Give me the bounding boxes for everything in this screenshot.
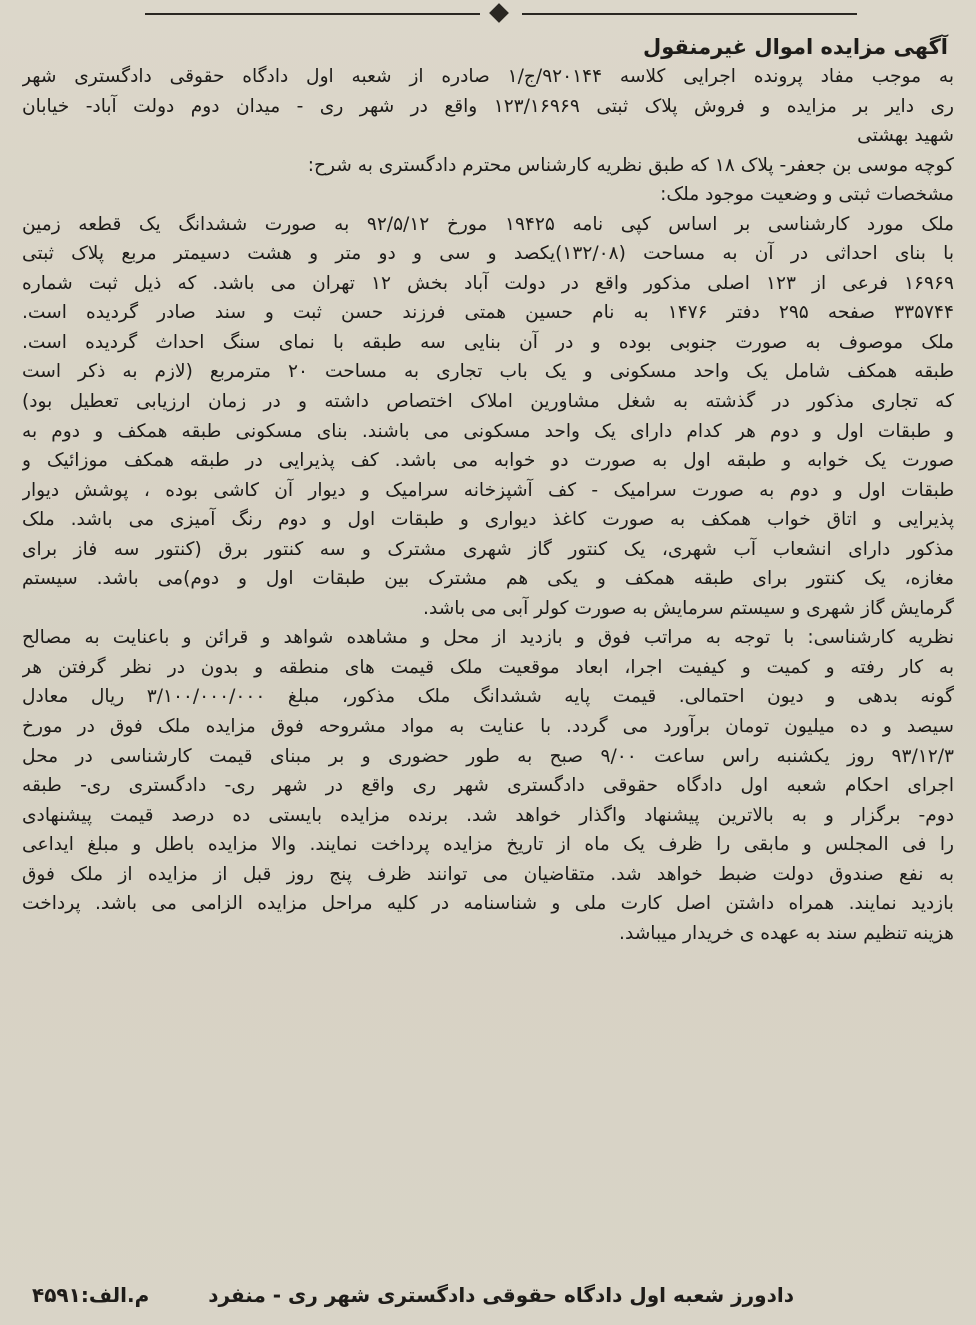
- notice-line: اجرای احکام شعبه اول دادگاه حقوقی دادگستری شهر ری واقع در شهر ری- دادگستری ری- طبقه: [22, 775, 954, 797]
- notice-line: ۹۳/۱۲/۳ روز یکشنبه راس ساعت ۹/۰۰ صبح به طور حضوری و بر مبنای قیمت کارشناسی در محل: [22, 745, 954, 767]
- notice-line: ری دایر بر مزایده و فروش پلاک ثبتی ۱۲۳/۱۶۹۶۹ واقع در شهر ری - میدان دوم دولت آباد- خیابان: [22, 95, 954, 117]
- notice-line: به کار رفته و کمیت و کیفیت اجرا، ابعاد موقعیت ملک قیمت های منطقه و بدون در نظر گرفتن هر: [22, 656, 954, 678]
- top-ornament-divider: [0, 6, 976, 22]
- notice-line: مشخصات ثبتی و وضعیت موجود ملک:: [660, 184, 954, 206]
- divider-line-left: [145, 13, 480, 15]
- notice-code: م.الف:۴۵۹۱: [32, 1283, 150, 1307]
- notice-line: با بنای احداثی در آن به مساحت (۱۳۲/۰۸)یکصد و سی و دو متر و هشت دسیمتر مربع پلاک ثبتی: [22, 243, 954, 265]
- divider-line-right: [522, 13, 857, 15]
- notice-line: مذکور دارای انشعاب آب شهری، یک کنتور گاز شهری مشترک و سه کنتور برق (کنتور سه فاز برای: [22, 538, 954, 560]
- notice-line: دوم- برگزار و به بالاترین پیشنهاد واگذار خواهد شد. برنده مزایده بایستی ده درصد قیمت پیشنهادی: [22, 804, 954, 826]
- notice-line: طبقات اول و دوم به صورت سرامیک - کف آشپزخانه سرامیک و دیوار آن کاشی بوده ، پوشش دیوار: [22, 479, 954, 501]
- notice-line: مغازه، یک کنتور برای طبقه همکف و یکی هم مشترک بین طبقات اول و دوم)می باشد. سیستم: [22, 568, 954, 590]
- notice-line: به موجب مفاد پرونده اجرایی کلاسه ۹۲۰۱۴۴/ج/۱ صادره از شعبه اول دادگاه حقوقی دادگستری شهر: [22, 66, 954, 87]
- notice-title: آگهی مزایده اموال غیرمنقول: [643, 35, 948, 59]
- notice-line: ۱۶۹۶۹ فرعی از ۱۲۳ اصلی مذکور واقع در دولت آباد بخش ۱۲ تهران می باشد. که ذیل ثبت شماره: [22, 272, 954, 294]
- notice-footer: [22, 1278, 954, 1312]
- notice-line: ملک مورد کارشناسی بر اساس کپی نامه ۱۹۴۲۵ مورخ ۹۲/۵/۱۲ به صورت ششدانگ یک قطعه زمین: [22, 213, 954, 235]
- notice-body: [22, 62, 954, 948]
- notice-line: شهید بهشتی: [857, 125, 954, 147]
- notice-line: نظریه کارشناسی: با توجه به مراتب فوق و بازدید از محل و مشاهده شواهد و قرائن و باعنایت به مصالح: [22, 627, 954, 649]
- notice-line: گونه بدهی و دیون احتمالی. قیمت پایه ششدانگ ملک مذکور، مبلغ ۳/۱۰۰/۰۰۰/۰۰۰ ریال معادل: [22, 686, 954, 708]
- notice-line: بازدید نمایند. همراه داشتن اصل کارت ملی و شناسنامه در کلیه مراحل مزایده الزامی می باشد. پرداخت: [22, 893, 954, 915]
- notice-line: سیصد و ده میلیون تومان برآورد می گردد. با عنایت به مواد مشروحه فوق مزایده ملک فوق در مورخ: [22, 716, 954, 738]
- notice-line: پذیرایی و اتاق خواب همکف به صورت کاغذ دیواری و طبقات اول و دوم رنگ آمیزی می باشد. ملک: [22, 509, 954, 531]
- notice-line: به نفع صندوق دولت ضبط خواهد شد. متقاضیان می توانند ظرف پنج روز قبل از مزایده از ملک فوق: [22, 863, 954, 885]
- notice-line: کوچه موسی بن جعفر- پلاک ۱۸ که طبق نظریه کارشناس محترم دادگستری به شرح:: [307, 154, 954, 176]
- notice-line: صورت یک خوابه و طبقه اول به صورت دو خوابه می باشد. کف پذیرایی در طبقه همکف موزائیک و: [22, 450, 954, 472]
- notice-signature: دادورز شعبه اول دادگاه حقوقی دادگستری شهر ری - منفرد: [208, 1283, 794, 1307]
- notice-line: را فی المجلس و مابقی را ظرف یک ماه از تاریخ مزایده پرداخت نمایند. والا مزایده باطل و مبلغ ایداعی: [22, 834, 954, 856]
- auction-notice: [22, 32, 954, 948]
- notice-line: ملک موصوف به صورت جنوبی بوده و در آن بنایی سه طبقه با نمای سنگ احداث گردیده است.: [22, 331, 954, 353]
- notice-line: طبقه همکف شامل یک واحد مسکونی و یک باب تجاری به مساحت ۲۰ مترمربع (لازم به ذکر است: [22, 361, 954, 383]
- notice-line: و طبقات اول و دوم هر کدام دارای یک واحد مسکونی می باشند. بنای مسکونی طبقه همکف و دوم به: [22, 420, 954, 442]
- notice-line: که تجاری مذکور در گذشته به شغل مشاورین املاک اختصاص داشته و در زمان ارزیابی تعطیل بود): [22, 391, 954, 413]
- notice-line: گرمایش گاز شهری و سیستم سرمایش به صورت کولر آبی می باشد.: [423, 597, 954, 619]
- diamond-icon: [489, 3, 509, 23]
- notice-line: هزینه تنظیم سند به عهده ی خریدار میباشد.: [619, 922, 954, 944]
- notice-line: ۳۳۵۷۴۴ صفحه ۲۹۵ دفتر ۱۴۷۶ به نام حسین همتی فرزند حسن ثبت و سند صادر گردیده است.: [22, 302, 954, 324]
